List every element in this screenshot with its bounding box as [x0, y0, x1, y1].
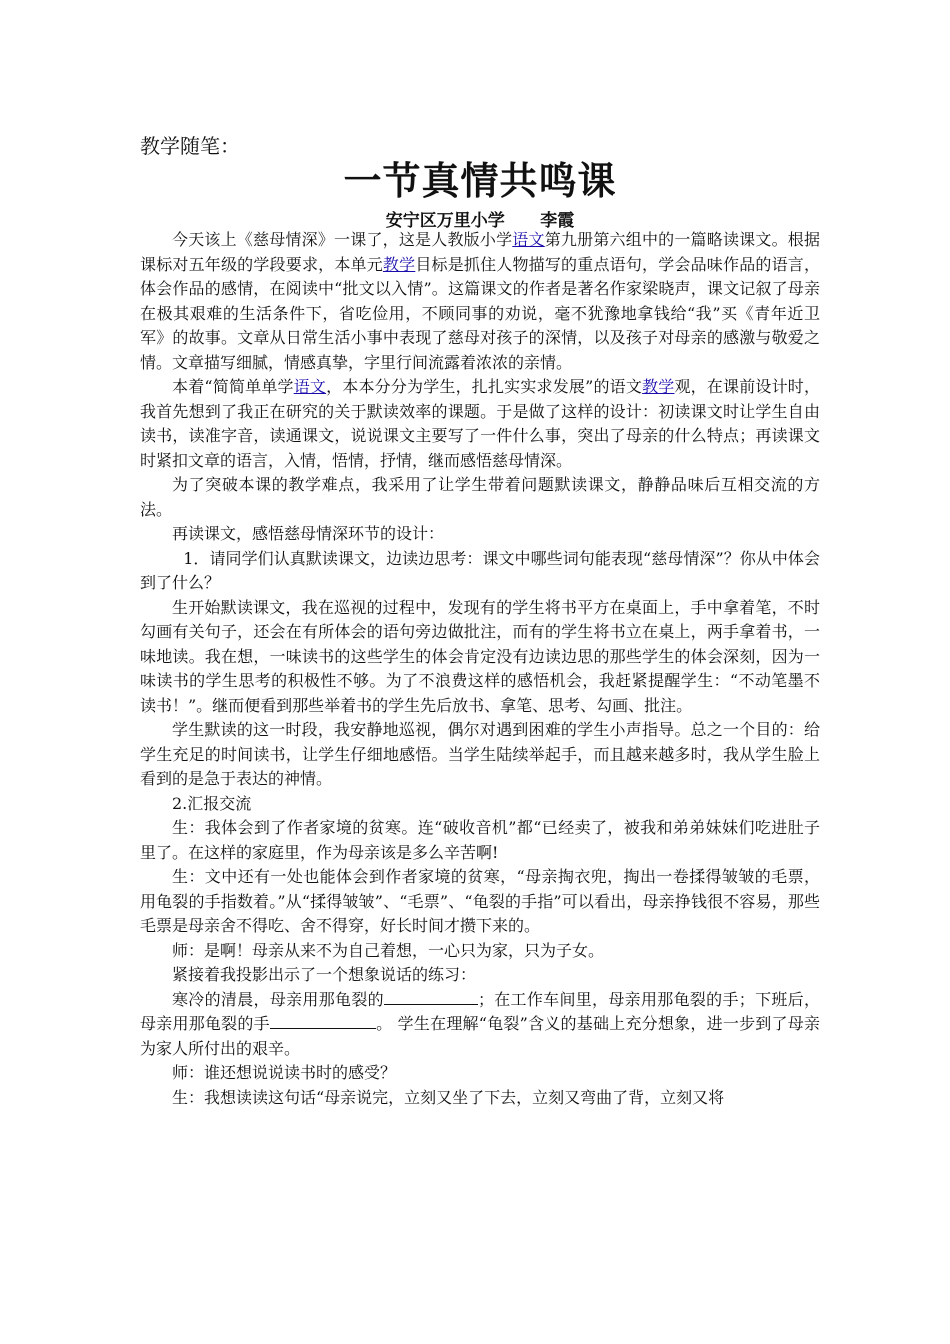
paragraph-10: 生：文中还有一处也能体会到作者家境的贫寒，“母亲掏衣兜，掏出一卷揉得皱皱的毛票，用龟裂的手指数着。”从“揉得皱皱”、“毛票”、“龟裂的手指”可以看出，母亲挣钱很不容易，那些毛票是母亲舍不得吃、舍不得穿，好长时间才攒下来的。 [140, 867, 820, 935]
link-chinese-language[interactable]: 语文 [293, 377, 327, 396]
article-body [140, 228, 820, 1110]
link-chinese-language[interactable]: 语文 [512, 230, 545, 249]
essay-label: 教学随笔： [140, 134, 240, 158]
text: 观，在课前设计时，我首先想到了我正在研究的关于默读效率的课题。于是做了这样的设计：初读课文时让学生自由读书，读准字音，读通课文，说说课文主要写了一件什么事，突出了母亲的什么特点；再读课文时紧扣文章的语言，入情，悟情，抒情，继而感悟慈母情深。 [140, 377, 820, 470]
text: 今天该上《慈母情深》一课了，这是人教版小学 [172, 230, 513, 249]
text: ；在工作车间里，母亲用那龟裂的手；下班后，母亲用那龟裂的手 [140, 989, 820, 1033]
text: 。 学生在理解“龟裂”含义的基础上充分想象，进一步到了母亲为家人所付出的艰辛。 [140, 1014, 820, 1058]
text: 目标是抓住人物描写的重点语句，学会品味作品的语言，体会作品的感情，在阅读中“批文以入情”。这篇课文的作者是著名作家梁晓声，课文记叙了母亲在极其艰难的生活条件下，省吃俭用，不顾同事的劝说，毫不犹豫地拿钱给“我”买《青年近卫军》的故事。文章从日常生活小事中表现了慈母对孩子的深情，以及孩子对母亲的感激与敬爱之情。文章描写细腻，情感真挚，字里行间流露着浓浓的亲情。 [140, 254, 820, 372]
link-teaching[interactable]: 教学 [382, 254, 416, 274]
author-line: 安宁区万里小学 李霞 [385, 211, 575, 231]
text: 寒冷的清晨，母亲用那龟裂的 [172, 989, 384, 1009]
fill-in-blank [384, 988, 478, 1005]
paragraph-9: 生：我体会到了作者家境的贫寒。连“破收音机”都“已经卖了，被我和弟弟妹妹们吃进肚子里了。在这样的家庭里，作为母亲该是多么辛苦啊! [140, 818, 820, 862]
paragraph-14: 师：谁还想说说读书时的感受？ [172, 1063, 397, 1082]
paragraph-1 [140, 228, 820, 375]
paragraph-12: 紧接着我投影出示了一个想象说话的练习： [172, 965, 477, 984]
paragraph-15: 生：我想读读这句话“母亲说完，立刻又坐了下去，立刻又弯曲了背，立刻又将 [172, 1087, 725, 1107]
paragraph-5: 1．请同学们认真默读课文，边读边思考：课文中哪些词句能表现“慈母情深”？你从中体会到了什么？ [140, 548, 820, 592]
page-title: 一节真情共鸣课 [343, 158, 617, 203]
fill-in-blank [270, 1012, 376, 1029]
paragraph-4: 再读课文，感悟慈母情深环节的设计： [172, 524, 445, 543]
text: 第九册第六组中的一篇略读课文。根据课标对五年级的学段要求，本单元 [140, 230, 820, 274]
text: 本着“简简单单学 [172, 377, 294, 396]
paragraph-13 [140, 988, 820, 1062]
paragraph-3: 为了突破本课的教学难点，我采用了让学生带着问题默读课文，静静品味后互相交流的方法。 [140, 475, 820, 519]
paragraph-2 [140, 375, 820, 473]
text: ，本本分分为学生，扎扎实实求发展”的语文 [326, 377, 643, 396]
paragraph-6: 生开始默读课文，我在巡视的过程中，发现有的学生将书平方在桌面上，手中拿着笔，不时勾画有关句子，还会在有所体会的语句旁边做批注，而有的学生将书立在桌上，两手拿着书，一味地读。我在想，一味读书的这些学生的体会肯定没有边读边思的那些学生的体会深刻，因为一味读书的学生思考的积极性不够。为了不浪费这样的感悟机会，我赶紧提醒学生：“不动笔墨不读书！”。继而便看到那些举着书的学生先后放书、拿笔、思考、勾画、批注。 [140, 597, 820, 715]
link-teaching[interactable]: 教学 [642, 377, 675, 396]
paragraph-7: 学生默读的这一时段，我安静地巡视，偶尔对遇到困难的学生小声指导。总之一个目的：给学生充足的时间读书，让学生仔细地感悟。当学生陆续举起手，而且越来越多时，我从学生脸上看到的是急于表达的神情。 [140, 720, 820, 788]
paragraph-11: 师：是啊！母亲从来不为自己着想，一心只为家，只为子女。 [172, 940, 605, 960]
paragraph-8: 2.汇报交流 [172, 793, 252, 813]
